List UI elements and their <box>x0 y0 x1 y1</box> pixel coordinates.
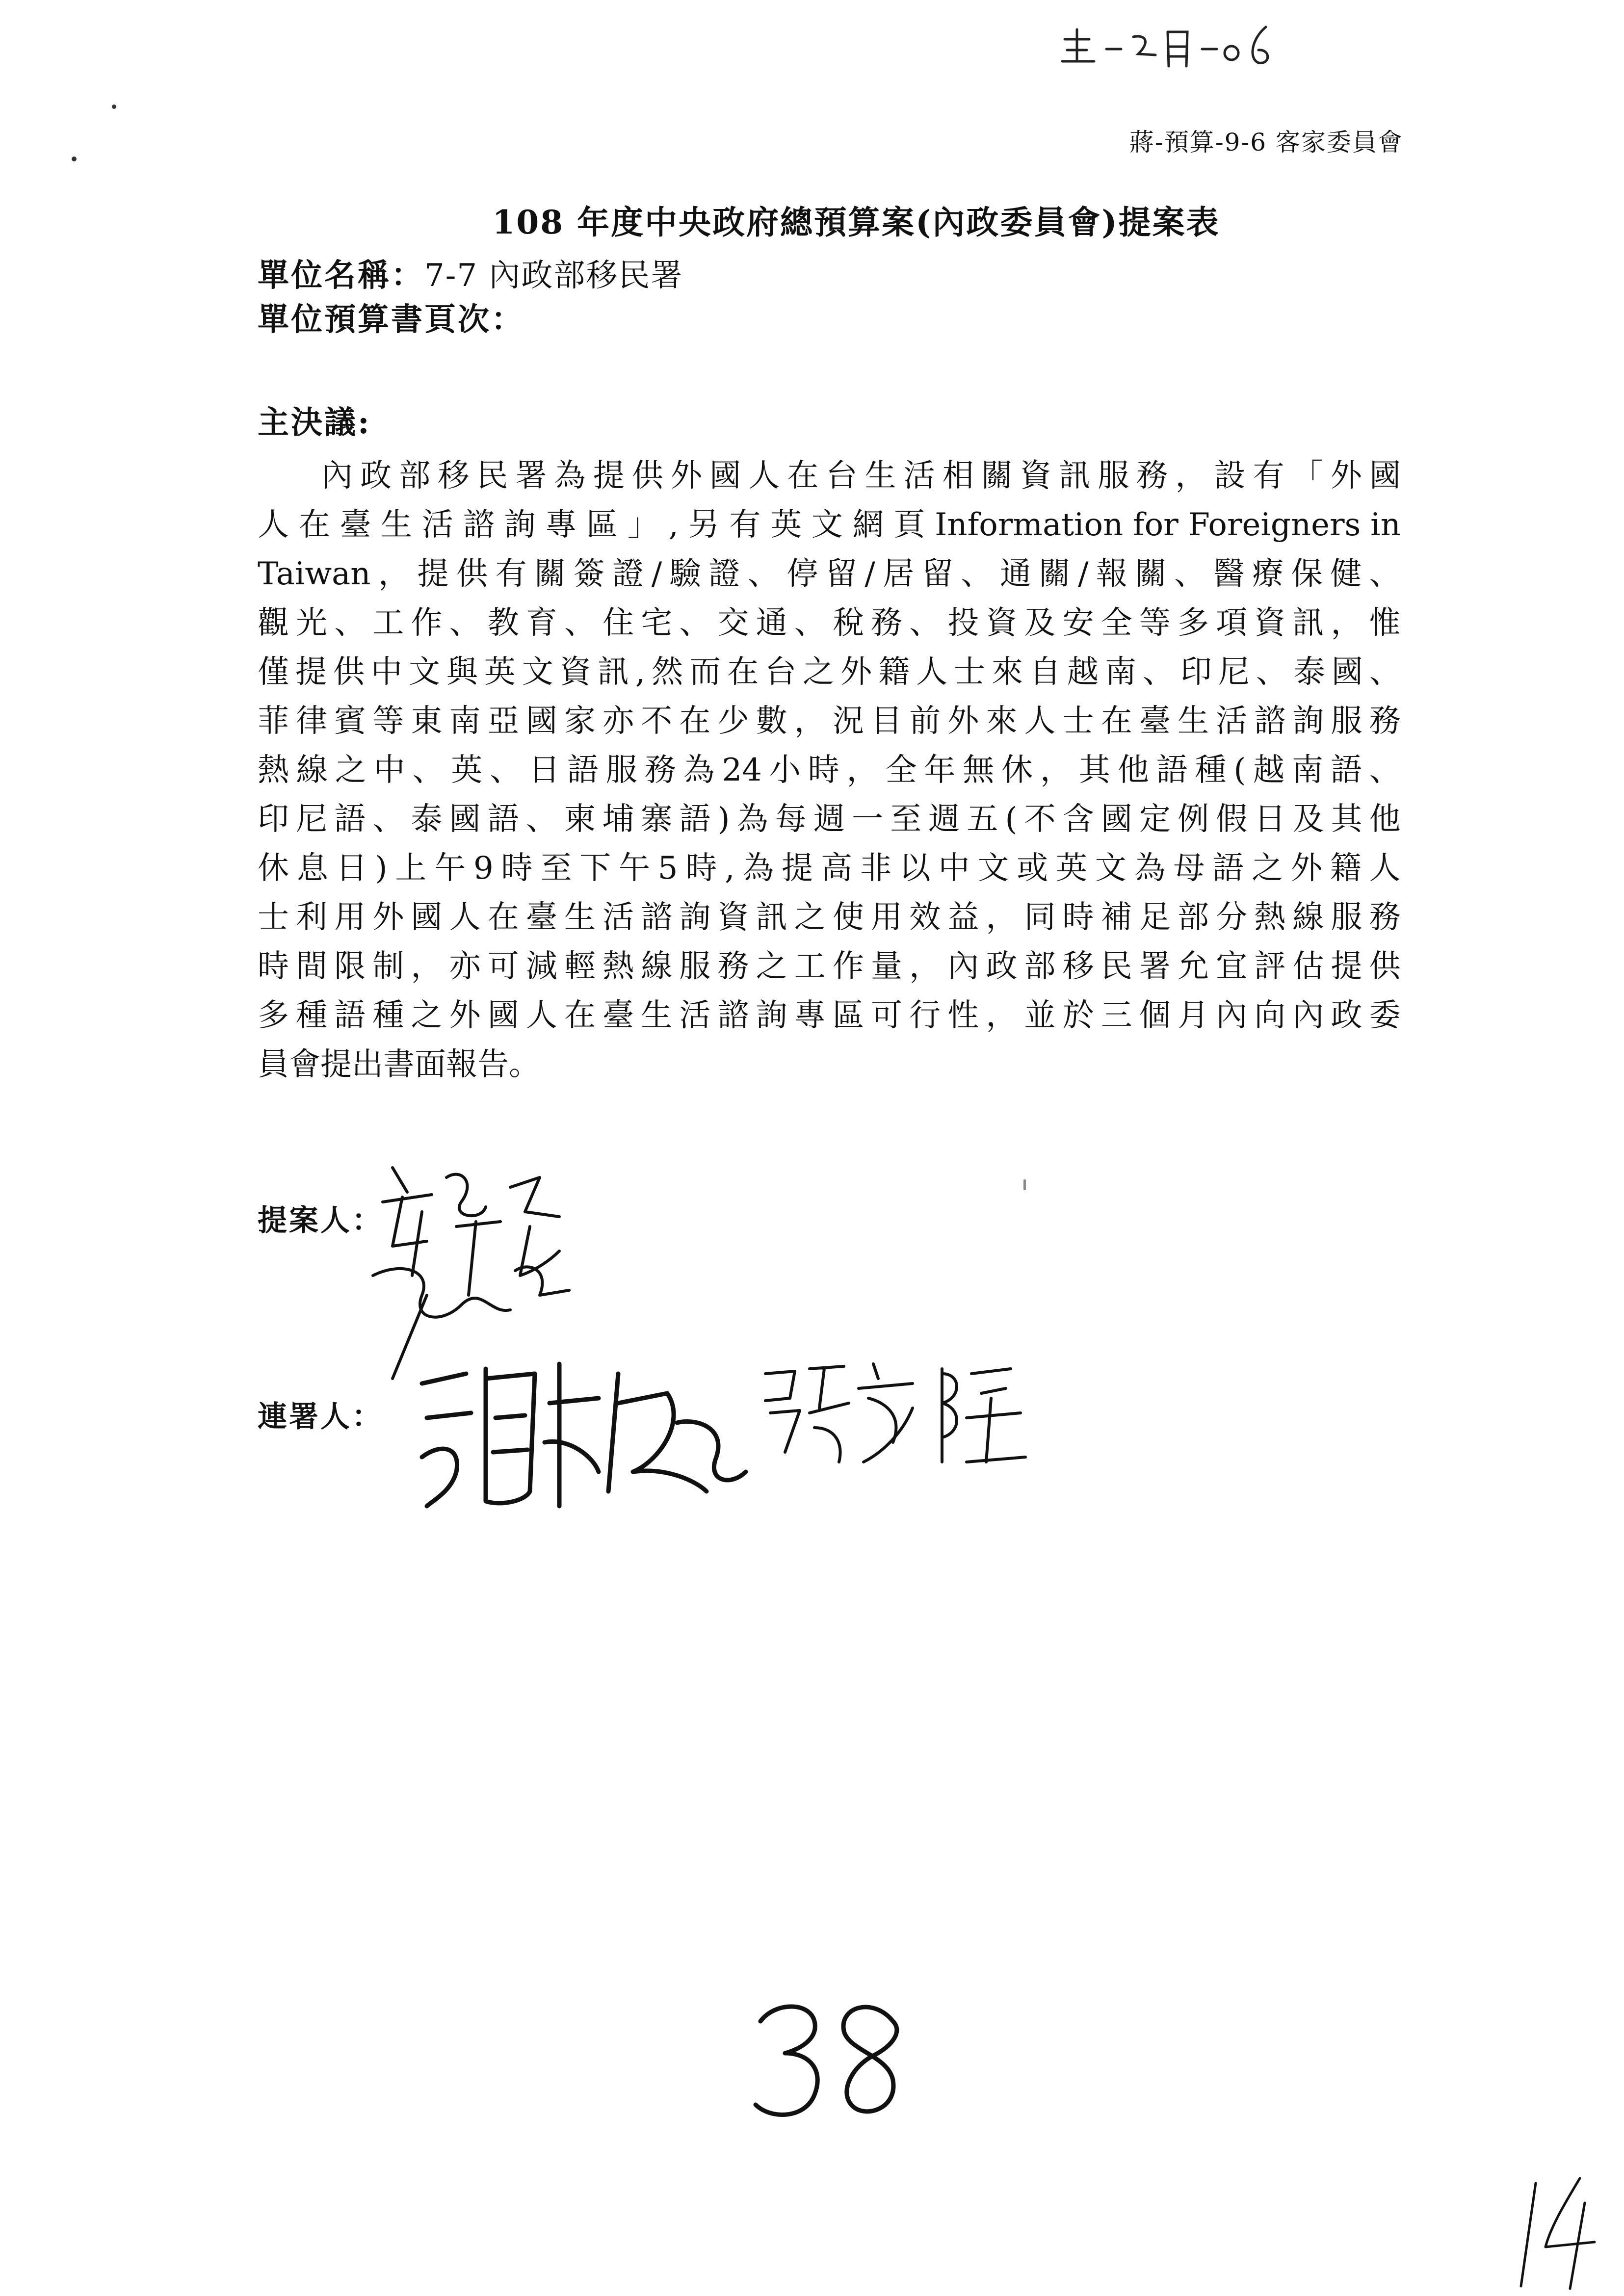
resolution-body <box>258 451 1401 1089</box>
budget-page-field <box>258 294 524 339</box>
body-line: 休 息 日 ) 上 午 9 時 至 下 午 5 時 , 為 提 高 非 以 中 文 或 英 文 為 母 語 之 外 籍 人 <box>258 850 1401 887</box>
body-line: 人 在 臺 生 活 諮 詢 專 區 」 , 另 有 英 文 網 頁 Information for Foreigners in <box>258 507 1401 543</box>
cosigner-signature-2 <box>756 1354 1030 1472</box>
budget-page-label: 單位預算書頁次： <box>258 301 524 338</box>
body-line: 士 利 用 外 國 人 在 臺 生 活 諮 詢 資 訊 之 使 用 效 益 ， 同 時 補 足 部 分 熱 線 服 務 <box>258 899 1401 936</box>
body-line: 熱 線 之 中 、 英 、 日 語 服 務 為 24 小 時 ， 全 年 無 休 ， 其 他 語 種 ( 越 南 語 、 <box>258 752 1401 788</box>
proposer-label: 提案人： <box>258 1203 383 1238</box>
body-line: 觀 光 、 工 作 、 教 育 、 住 宅 、 交 通 、 稅 務 、 投 資 及 安 全 等 多 項 資 訊 ， 惟 <box>258 605 1401 641</box>
body-line: 菲 律 賓 等 東 南 亞 國 家 亦 不 在 少 數 ， 況 目 前 外 來 人 士 在 臺 生 活 諮 詢 服 務 <box>258 703 1401 739</box>
body-line: 時 間 限 制 ， 亦 可 減 輕 熱 線 服 務 之 工 作 量 ， 內 政 部 移 民 署 允 宜 評 估 提 供 <box>258 948 1401 985</box>
body-line: 僅 提 供 中 文 與 英 文 資 訊 , 然 而 在 台 之 外 籍 人 士 來 自 越 南 、 印 尼 、 泰 國 、 <box>258 654 1401 690</box>
scan-speck <box>72 157 77 161</box>
document-title: 108 年度中央政府總預算案(內政委員會)提案表 <box>492 203 1220 241</box>
body-line: 員會提出書面報告。 <box>258 1046 540 1083</box>
scan-speck <box>112 104 116 109</box>
cosigner-label: 連署人： <box>258 1400 383 1434</box>
body-line: Taiwan ， 提 供 有 關 簽 證 / 驗 證 、 停 留 / 居 留 、 通 關 / 報 關 、 醫 療 保 健 、 <box>258 556 1401 592</box>
handwritten-date-note <box>1055 20 1281 74</box>
unit-name-value: 7-7 內政部移民署 <box>424 258 683 294</box>
unit-name-field <box>258 250 683 295</box>
resolution-heading: 主決議: <box>258 404 371 441</box>
body-line: 印 尼 語 、 泰 國 語 、 柬 埔 寨 語 ) 為 每 週 一 至 週 五 ( 不 含 國 定 例 假 日 及 其 他 <box>258 801 1401 837</box>
handwritten-page-number <box>746 1992 932 2129</box>
body-line: 多 種 語 種 之 外 國 人 在 臺 生 活 諮 詢 專 區 可 行 性 ， 並 於 三 個 月 內 向 內 政 委 <box>258 997 1401 1034</box>
unit-name-label: 單位名稱： <box>258 257 424 294</box>
scan-speck <box>1023 1179 1026 1190</box>
cosigner-signature-1 <box>412 1344 756 1521</box>
corner-handwritten-mark <box>1506 2173 1604 2291</box>
document-code-line: 蔣-預算-9-6 客家委員會 <box>1129 128 1403 157</box>
body-line: 內 政 部 移 民 署 為 提 供 外 國 人 在 台 生 活 相 關 資 訊 服 務 ， 設 有 「 外 國 <box>321 458 1401 494</box>
